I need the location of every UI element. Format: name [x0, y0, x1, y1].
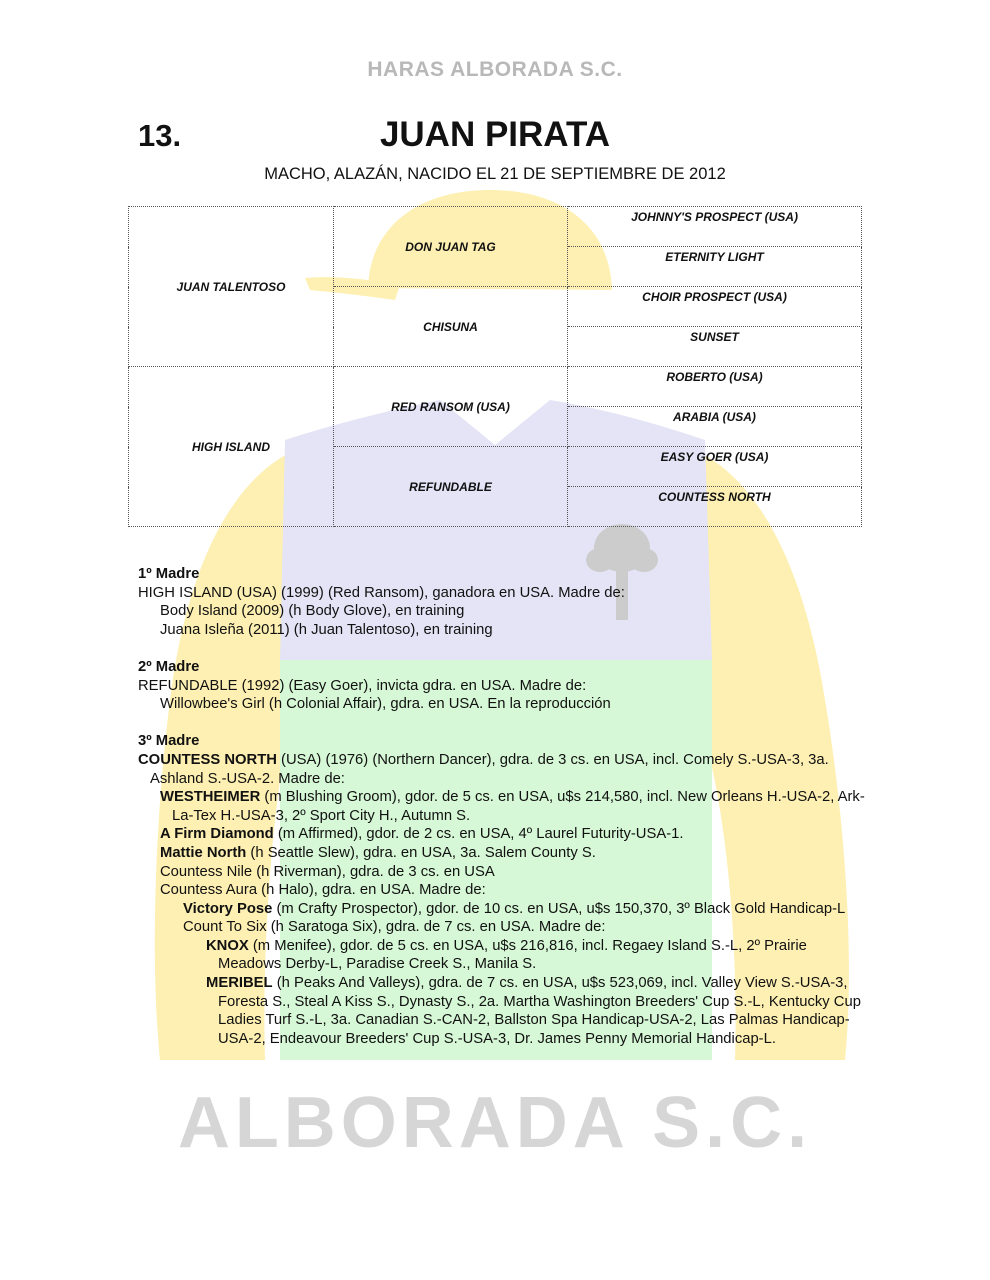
pedigree-sire-dam: CHISUNA	[334, 287, 568, 367]
produce-text: (h Seattle Slew), gdra. en USA, 3a. Salem County S.	[246, 844, 596, 861]
header-brand: HARAS ALBORADA S.C.	[367, 58, 623, 81]
third-dam-title: 3º Madre	[138, 733, 200, 750]
produce-item	[160, 825, 868, 844]
produce-text: (m Blushing Groom), gdor. de 5 cs. en USA, u$s 214,580, incl. New Orleans H.-USA-2, Ark-La-Tex H.-USA-3, 2º Sport City H., Autumn S.	[172, 789, 865, 824]
pedigree-gg-cell: ETERNITY LIGHT	[568, 247, 862, 287]
pedigree-gg-cell: EASY GOER (USA)	[568, 447, 862, 487]
family-notes	[138, 565, 868, 1048]
produce-item	[206, 937, 868, 974]
produce-name: Mattie North	[160, 844, 247, 861]
produce-text: Countess Nile (h Riverman), gdra. de 3 cs. en USA	[160, 863, 495, 880]
pedigree-gg-cell: JOHNNY'S PROSPECT (USA)	[568, 207, 862, 247]
produce-item	[160, 881, 868, 900]
produce-item: Juana Isleña (2011) (h Juan Talentoso), en training	[160, 621, 493, 638]
produce-item: Willowbee's Girl (h Colonial Affair), gdra. en USA. En la reproducción	[160, 696, 611, 713]
produce-text: (m Crafty Prospector), gdor. de 10 cs. en USA, u$s 150,370, 3º Black Gold Handicap-L	[272, 900, 846, 917]
third-dam-name: COUNTESS NORTH	[138, 751, 277, 768]
produce-text: (m Menifee), gdor. de 5 cs. en USA, u$s 216,816, incl. Regaey Island S.-L, 2º Prairie Meadows Derby-L, Paradise Creek S., Manila S.	[218, 937, 807, 973]
pedigree-sire-sire: DON JUAN TAG	[334, 207, 568, 287]
pedigree-sire: JUAN TALENTOSO	[129, 207, 334, 367]
pedigree-gg-cell: ROBERTO (USA)	[568, 367, 862, 407]
produce-item	[183, 918, 868, 937]
produce-item	[160, 844, 868, 863]
produce-item	[160, 788, 868, 825]
produce-item	[206, 974, 868, 1048]
produce-item	[160, 863, 868, 882]
produce-name: Victory Pose	[183, 900, 273, 917]
produce-text: Countess Aura (h Halo), gdra. en USA. Madre de:	[160, 882, 486, 899]
produce-item: Body Island (2009) (h Body Glove), en training	[160, 603, 465, 620]
third-dam-text: (USA) (1976) (Northern Dancer), gdra. de 3 cs. en USA, incl. Comely S.-USA-3, 3a. Ashland S.-USA-2. Madre de:	[150, 751, 829, 787]
pedigree-gg-cell: COUNTESS NORTH	[568, 487, 862, 527]
horse-description: MACHO, ALAZÁN, NACIDO EL 21 DE SEPTIEMBRE DE 2012	[264, 165, 726, 183]
produce-text: (h Peaks And Valleys), gdra. de 7 cs. en USA, u$s 523,069, incl. Valley View S.-USA-3, Foresta S., Steal A Kiss S., Dynasty S., 2a. Martha Washington Breeders' Cup S.-L, Kentucky Cup Ladies Turf S.-L, 3a. Canadian S.-CAN-2, Ballston Spa Handicap-USA-2, Las Palmas Handicap-USA-2, Endeavour Breeders' Cup S.-USA-3, Dr. James Penny Memorial Handicap-L.	[218, 975, 861, 1047]
first-dam-line: HIGH ISLAND (USA) (1999) (Red Ransom), ganadora en USA. Madre de:	[138, 584, 625, 601]
produce-name: KNOX	[206, 937, 249, 954]
produce-name: WESTHEIMER	[160, 789, 261, 806]
second-dam-line: REFUNDABLE (1992) (Easy Goer), invicta gdra. en USA. Madre de:	[138, 677, 587, 694]
pedigree-gg-cell: SUNSET	[568, 327, 862, 367]
produce-name: MERIBEL	[206, 975, 273, 992]
produce-text: Count To Six (h Saratoga Six), gdra. de 7 cs. en USA. Madre de:	[183, 919, 606, 936]
pedigree-dam: HIGH ISLAND	[129, 367, 334, 527]
third-dam-line	[138, 751, 868, 788]
first-dam-title: 1º Madre	[138, 566, 200, 582]
pedigree-table	[128, 206, 862, 527]
produce-name: A Firm Diamond	[160, 826, 274, 843]
pedigree-dam-dam: REFUNDABLE	[334, 447, 568, 527]
horse-name: JUAN PIRATA	[379, 115, 611, 154]
footer-logo: ALBORADA S.C.	[177, 1083, 813, 1163]
pedigree-dam-sire: RED RANSOM (USA)	[334, 367, 568, 447]
produce-item	[183, 900, 868, 919]
pedigree-gg-cell: ARABIA (USA)	[568, 407, 862, 447]
produce-text: (m Affirmed), gdor. de 2 cs. en USA, 4º Laurel Futurity-USA-1.	[273, 826, 684, 843]
second-dam-title: 2º Madre	[138, 658, 200, 675]
lot-number: 13.	[138, 118, 182, 153]
pedigree-gg-cell: CHOIR PROSPECT (USA)	[568, 287, 862, 327]
